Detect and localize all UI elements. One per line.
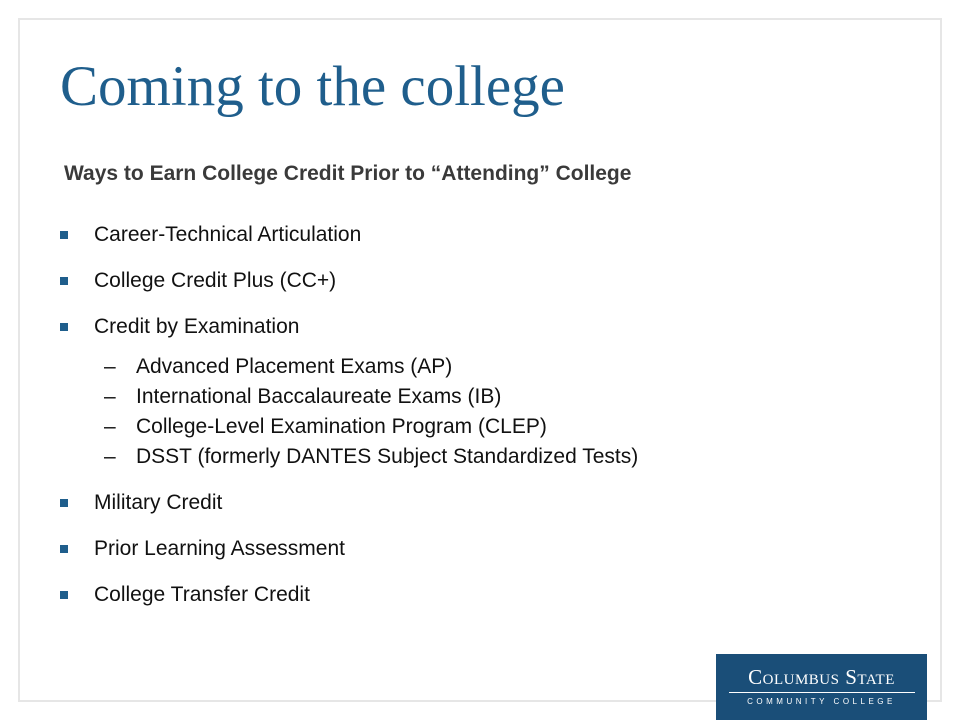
- bullet-label: Military Credit: [94, 491, 223, 514]
- slide-title: Coming to the college: [60, 55, 565, 118]
- dash-marker: –: [104, 385, 116, 408]
- bullet-item-career-technical: [58, 220, 858, 250]
- slide-subtitle: Ways to Earn College Credit Prior to “Attending” College: [64, 162, 632, 185]
- sub-item-clep: [104, 412, 858, 442]
- logo-divider: [729, 692, 915, 693]
- sub-item-ib: [104, 382, 858, 412]
- bullet-item-military-credit: [58, 488, 858, 518]
- bullet-label: Career-Technical Articulation: [94, 223, 362, 246]
- square-bullet-icon: [60, 499, 68, 507]
- sub-list: [58, 352, 858, 472]
- bullet-list: [58, 220, 858, 626]
- sub-item-label: Advanced Placement Exams (AP): [136, 355, 453, 378]
- sub-item-label: International Baccalaureate Exams (IB): [136, 385, 502, 408]
- bullet-label: Credit by Examination: [94, 315, 300, 338]
- dash-marker: –: [104, 415, 116, 438]
- sub-item-ap: [104, 352, 858, 382]
- bullet-item-credit-by-examination: [58, 312, 858, 342]
- square-bullet-icon: [60, 323, 68, 331]
- square-bullet-icon: [60, 231, 68, 239]
- bullet-item-college-credit-plus: [58, 266, 858, 296]
- square-bullet-icon: [60, 591, 68, 599]
- square-bullet-icon: [60, 545, 68, 553]
- columbus-state-logo: [716, 654, 927, 720]
- logo-tagline: COMMUNITY COLLEGE: [747, 697, 896, 706]
- logo-name: Columbus State: [748, 665, 895, 689]
- bullet-label: Prior Learning Assessment: [94, 537, 345, 560]
- dash-marker: –: [104, 445, 116, 468]
- sub-list-container: [58, 352, 858, 472]
- bullet-item-transfer-credit: [58, 580, 858, 610]
- sub-item-label: College-Level Examination Program (CLEP): [136, 415, 547, 438]
- bullet-item-prior-learning: [58, 534, 858, 564]
- bullet-label: College Credit Plus (CC+): [94, 269, 337, 292]
- sub-item-label: DSST (formerly DANTES Subject Standardized Tests): [136, 445, 639, 468]
- dash-marker: –: [104, 355, 116, 378]
- sub-item-dsst: [104, 442, 858, 472]
- square-bullet-icon: [60, 277, 68, 285]
- bullet-label: College Transfer Credit: [94, 583, 310, 606]
